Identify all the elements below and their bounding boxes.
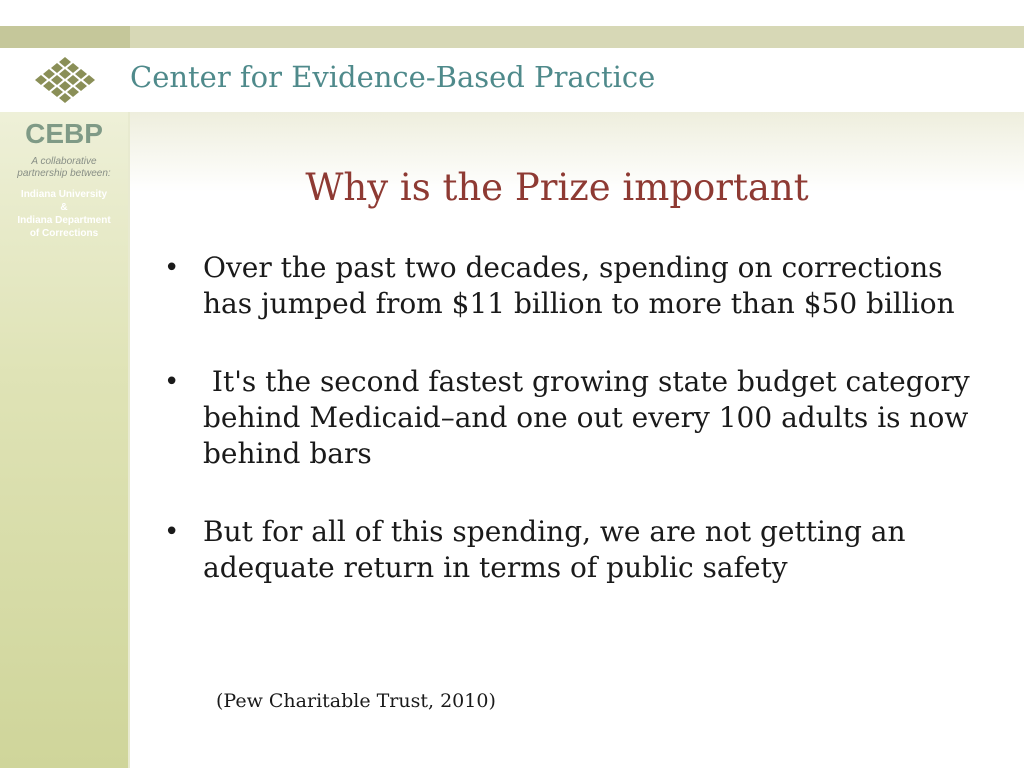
bullet-item [160, 514, 980, 586]
tagline-line: partnership between: [17, 168, 111, 179]
bullet-item [160, 250, 980, 322]
sidebar-tagline [0, 156, 128, 180]
bullet-text: Over the past two decades, spending on corrections has jumped from $11 billion to more than $50 billion [203, 251, 955, 320]
sidebar-abbrev: CEBP [25, 118, 103, 149]
top-strip [0, 0, 1024, 26]
top-bar [130, 26, 1024, 48]
org-title: Center for Evidence-Based Practice [130, 60, 656, 94]
bullet-icon: • [164, 253, 180, 283]
partner-line: Indiana Department [17, 215, 111, 226]
bullet-icon: • [164, 367, 180, 397]
bullet-icon: • [164, 517, 180, 547]
bullet-text: It's the second fastest growing state budget category behind Medicaid–and one out every 100 adults is now behind bars [203, 365, 979, 470]
bullet-item [160, 364, 980, 472]
citation: (Pew Charitable Trust, 2010) [216, 690, 496, 712]
cebp-logo-icon [30, 55, 100, 111]
partner-line: Indiana University [20, 189, 108, 200]
sidebar-partners [0, 188, 128, 240]
tagline-line: A collaborative [31, 156, 97, 167]
bullet-list [160, 250, 980, 628]
sidebar-divider [128, 112, 130, 768]
partner-line: of Corrections [29, 228, 99, 239]
partner-line: & [60, 202, 68, 213]
bullet-text: But for all of this spending, we are not getting an adequate return in terms of public safety [203, 515, 906, 584]
top-bar-accent [0, 26, 130, 48]
slide-title: Why is the Prize important [305, 166, 809, 209]
